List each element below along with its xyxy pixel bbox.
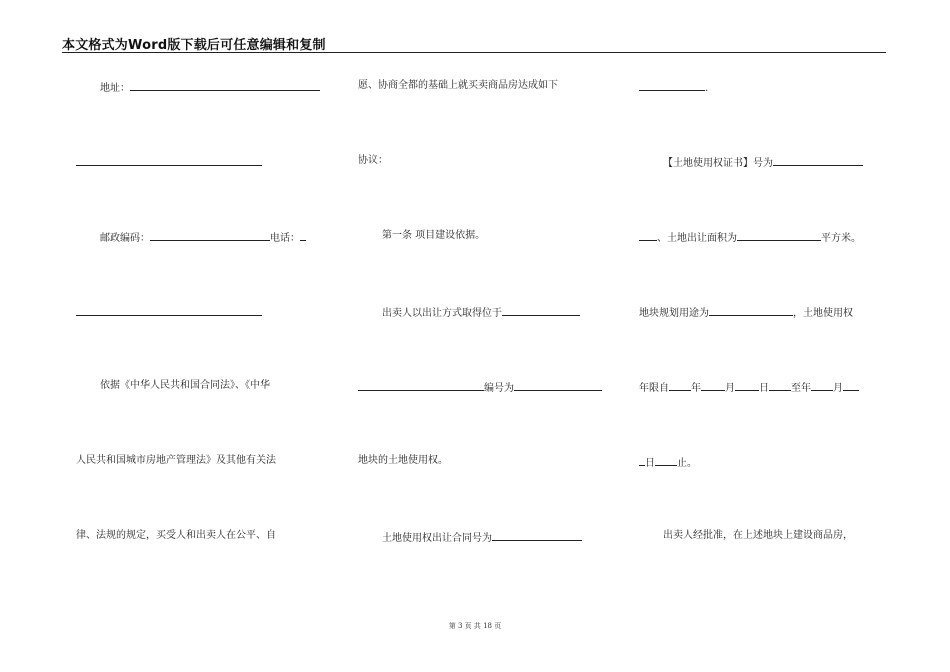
land-area-label: 、土地出让面积为 bbox=[657, 233, 737, 244]
end-blank bbox=[655, 454, 677, 466]
to-year-label: 至年 bbox=[791, 383, 811, 394]
term-from-label: 年限自 bbox=[639, 383, 669, 394]
col1-paragraph-line-1: 依据《中华人民共和国合同法》、《中华 bbox=[100, 380, 270, 391]
address-continuation bbox=[76, 154, 262, 171]
page-footer: 第 3 页 共 18 页 bbox=[448, 622, 502, 630]
col2-line-5-text: 编号为 bbox=[484, 383, 514, 394]
land-area-blank bbox=[737, 229, 821, 241]
land-area-unit: 平方米。 bbox=[821, 233, 861, 244]
certificate-number-blank-2 bbox=[639, 229, 657, 241]
day-label: 日 bbox=[759, 383, 769, 394]
to-year-pre-blank bbox=[769, 379, 791, 391]
col3-line-1 bbox=[639, 79, 708, 96]
phone-blank-2 bbox=[76, 304, 262, 316]
address-line bbox=[100, 79, 320, 96]
col3-line-5 bbox=[639, 379, 859, 396]
location-blank bbox=[502, 304, 580, 316]
postcode-blank bbox=[150, 229, 270, 241]
col3-line-6 bbox=[639, 454, 697, 471]
month-blank bbox=[701, 379, 725, 391]
col3-line-3 bbox=[639, 229, 861, 246]
col2-line-6: 地块的土地使用权。 bbox=[358, 455, 448, 466]
col3-line-1-period: . bbox=[705, 83, 709, 94]
col3-line-2 bbox=[663, 154, 863, 171]
year-label: 年 bbox=[691, 383, 701, 394]
page-header-title: 本文格式为Word版下载后可任意编辑和复制 bbox=[62, 38, 326, 53]
article-1-heading: 第一条 项目建设依据。 bbox=[382, 230, 486, 241]
col2-line-2: 协议： bbox=[358, 155, 388, 166]
col2-line-5 bbox=[358, 379, 602, 396]
contract-number-blank-2 bbox=[639, 79, 705, 91]
number-blank bbox=[514, 379, 602, 391]
col1-paragraph-line-3: 律、法规的规定，买受人和出卖人在公平、自 bbox=[76, 530, 276, 541]
phone-continuation bbox=[76, 304, 262, 321]
year-blank bbox=[669, 379, 691, 391]
to-day-blank bbox=[843, 379, 859, 391]
col2-line-4 bbox=[382, 304, 580, 321]
land-certificate-label: 【土地使用权证书】号为 bbox=[663, 158, 773, 169]
day-blank bbox=[735, 379, 759, 391]
month-label: 月 bbox=[725, 383, 735, 394]
postcode-phone-line bbox=[100, 229, 306, 246]
col2-line-1: 愿、协商全都的基础上就买卖商品房达成如下 bbox=[358, 80, 558, 91]
phone-label: 电话： bbox=[270, 233, 300, 244]
to-month-label: 月 bbox=[833, 383, 843, 394]
address-label: 地址： bbox=[100, 83, 130, 94]
to-day-label: 日 bbox=[645, 458, 655, 469]
col2-line-7-text: 土地使用权出让合同号为 bbox=[382, 533, 492, 544]
location-blank-2 bbox=[358, 379, 484, 391]
address-blank-2 bbox=[76, 154, 262, 166]
address-blank bbox=[130, 79, 320, 91]
header-rule bbox=[62, 52, 886, 53]
land-use-right-label: ，土地使用权 bbox=[793, 308, 853, 319]
land-use-blank bbox=[709, 304, 793, 316]
col3-line-4 bbox=[639, 304, 853, 321]
contract-number-blank bbox=[492, 529, 582, 541]
col2-line-4-text: 出卖人以出让方式取得位于 bbox=[382, 308, 502, 319]
end-label: 止。 bbox=[677, 458, 697, 469]
col1-paragraph-line-2: 人民共和国城市房地产管理法》及其他有关法 bbox=[76, 455, 276, 466]
certificate-number-blank bbox=[773, 154, 863, 166]
postcode-label: 邮政编码： bbox=[100, 233, 150, 244]
to-month-blank bbox=[811, 379, 833, 391]
col3-line-7: 出卖人经批准，在上述地块上建设商品房， bbox=[663, 530, 853, 541]
col2-line-7 bbox=[382, 529, 582, 546]
land-use-label: 地块规划用途为 bbox=[639, 308, 709, 319]
phone-blank bbox=[300, 229, 306, 241]
